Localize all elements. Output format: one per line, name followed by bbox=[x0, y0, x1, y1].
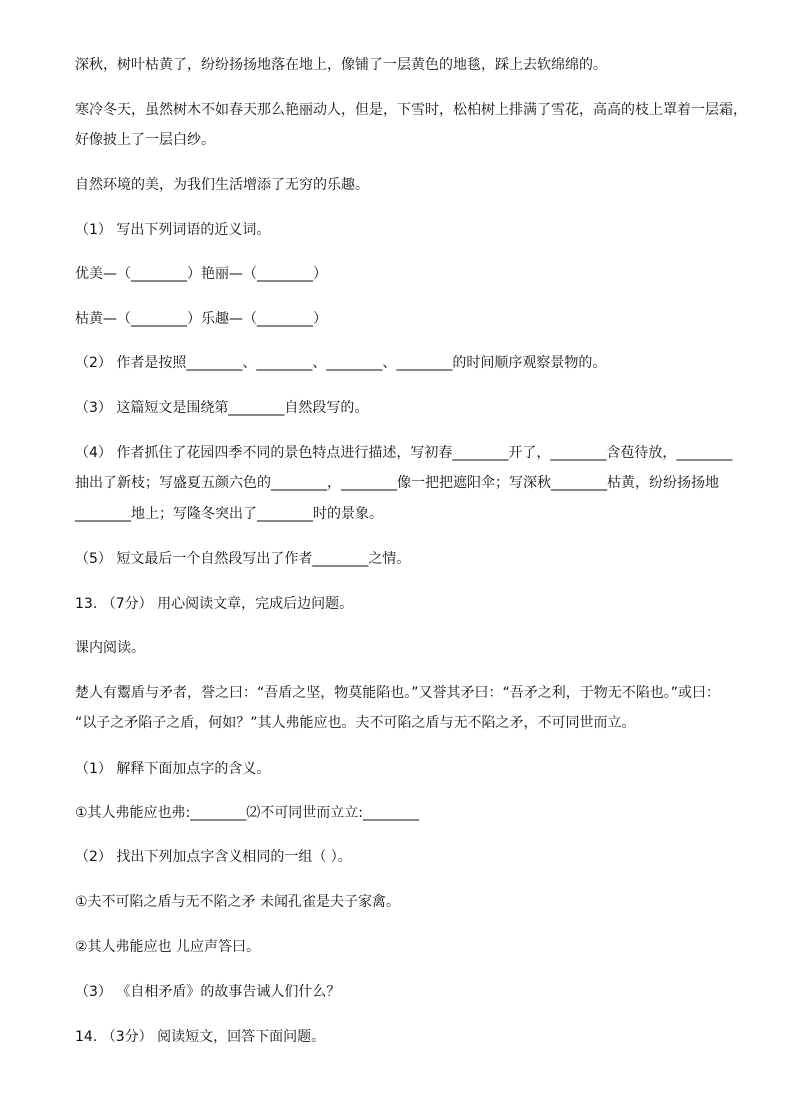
question-1-row1: 优美—（________）艳丽—（________） bbox=[75, 266, 327, 282]
section-13-heading: 13. （7分） 用心阅读文章，完成后边问题。 bbox=[75, 596, 354, 612]
section-13-question-1: （1） 解释下面加点字的含义。 bbox=[75, 761, 271, 777]
question-1: （1） 写出下列词语的近义词。 bbox=[75, 222, 271, 238]
classical-text-line1: 楚人有鬻盾与矛者，誉之曰：“吾盾之坚，物莫能陷也。”又誉其矛曰：“吾矛之利，于物无不陷也。”或曰： bbox=[75, 685, 721, 701]
question-5: （5） 短文最后一个自然段写出了作者________之情。 bbox=[75, 551, 411, 567]
section-13-question-3: （3） 《自相矛盾》的故事告诫人们什么？ bbox=[75, 984, 341, 1000]
question-2: （2） 作者是按照________、________、________、________的时间顺序观察景物的。 bbox=[75, 355, 607, 371]
section-13-question-1-items: ①其人弗能应也弗:________⑵不可同世而立立:________ bbox=[75, 805, 419, 821]
question-3: （3） 这篇短文是围绕第________自然段写的。 bbox=[75, 400, 369, 416]
classical-text-line2: “以子之矛陷子之盾，何如？”其人弗能应也。夫不可陷之盾与无不陷之矛，不可同世而立。 bbox=[75, 715, 636, 731]
section-13-question-2: （2） 找出下列加点字含义相同的一组（ ）。 bbox=[75, 849, 352, 865]
paragraph-autumn: 深秋，树叶枯黄了，纷纷扬扬地落在地上，像铺了一层黄色的地毯，踩上去软绵绵的。 bbox=[75, 57, 607, 73]
question-1-row2: 枯黄—（________）乐趣—（________） bbox=[75, 311, 327, 327]
paragraph-winter-line1: 寒冷冬天，虽然树木不如春天那么艳丽动人，但是，下雪时，松柏树上排满了雪花，高高的枝上罩着一层霜， bbox=[75, 102, 747, 118]
question-4-line1: （4） 作者抓住了花园四季不同的景色特点进行描述，写初春________开了，________含苞待放，________ bbox=[75, 445, 733, 461]
section-14-heading: 14. （3分） 阅读短文，回答下面问题。 bbox=[75, 1029, 326, 1045]
section-13-question-2-option1: ①夫不可陷之盾与无不陷之矛 未闻孔雀是夫子家禽。 bbox=[75, 894, 400, 910]
paragraph-winter-line2: 好像披上了一层白纱。 bbox=[75, 132, 215, 148]
paragraph-conclusion: 自然环境的美，为我们生活增添了无穷的乐趣。 bbox=[75, 177, 369, 193]
question-4-line2: 抽出了新枝；写盛夏五颜六色的________，________像一把把遮阳伞；写深秋________枯黄，纷纷扬扬地 bbox=[75, 475, 719, 491]
section-13-subheading: 课内阅读。 bbox=[75, 640, 145, 656]
question-4-line3: ________地上；写隆冬突出了________时的景象。 bbox=[75, 506, 383, 522]
section-13-question-2-option2: ②其人弗能应也 儿应声答曰。 bbox=[75, 939, 261, 955]
